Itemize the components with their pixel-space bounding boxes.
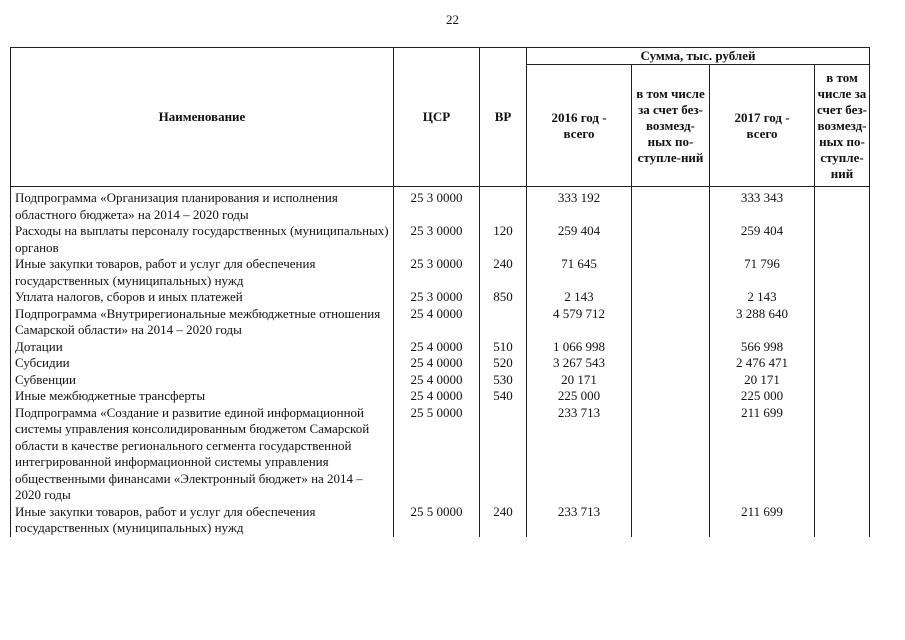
- row-vr: 540: [480, 388, 527, 405]
- row-vr: [480, 306, 527, 339]
- header-vr: ВР: [480, 48, 527, 187]
- header-2017-total: 2017 год - всего: [710, 65, 815, 187]
- row-2016-incl: [632, 187, 710, 224]
- row-2017-total: 2 476 471: [710, 355, 815, 372]
- row-2017-total: 71 796: [710, 256, 815, 289]
- row-2017-incl: [815, 223, 870, 256]
- row-2016-incl: [632, 256, 710, 289]
- row-csr: 25 3 0000: [394, 289, 480, 306]
- table-row: [11, 306, 870, 339]
- row-name: Субсидии: [11, 355, 394, 372]
- table-row: [11, 289, 870, 306]
- row-name: Подпрограмма «Организация планирования и исполнения областного бюджета» на 2014 – 2020 годы: [11, 187, 394, 224]
- row-vr: 520: [480, 355, 527, 372]
- row-2016-total: 3 267 543: [527, 355, 632, 372]
- row-2017-incl: [815, 355, 870, 372]
- row-name: Иные закупки товаров, работ и услуг для обеспечения государственных (муниципальных) нужд: [11, 256, 394, 289]
- row-csr: 25 4 0000: [394, 372, 480, 389]
- page-number: 22: [446, 12, 459, 27]
- row-2016-total: 20 171: [527, 372, 632, 389]
- table-row: [11, 355, 870, 372]
- row-2016-total: 4 579 712: [527, 306, 632, 339]
- row-2017-total: 333 343: [710, 187, 815, 224]
- header-2017-incl: в том числе за счет без-возмезд-ных по-ступле-ний: [815, 65, 870, 187]
- table-row: [11, 256, 870, 289]
- row-name: Расходы на выплаты персоналу государственных (муниципальных) органов: [11, 223, 394, 256]
- row-2017-incl: [815, 405, 870, 504]
- row-2016-total: 233 713: [527, 405, 632, 504]
- row-name: Подпрограмма «Внутрирегиональные межбюджетные отношения Самарской области» на 2014 – 2020 годы: [11, 306, 394, 339]
- row-csr: 25 4 0000: [394, 339, 480, 356]
- row-vr: 120: [480, 223, 527, 256]
- row-csr: 25 3 0000: [394, 187, 480, 224]
- row-vr: 850: [480, 289, 527, 306]
- row-2017-total: 211 699: [710, 405, 815, 504]
- row-csr: 25 3 0000: [394, 256, 480, 289]
- row-vr: 510: [480, 339, 527, 356]
- row-2017-incl: [815, 256, 870, 289]
- table-row: [11, 339, 870, 356]
- row-csr: 25 3 0000: [394, 223, 480, 256]
- row-2017-incl: [815, 187, 870, 224]
- row-csr: 25 4 0000: [394, 355, 480, 372]
- row-2017-total: 211 699: [710, 504, 815, 537]
- row-vr: [480, 187, 527, 224]
- row-name: Дотации: [11, 339, 394, 356]
- row-2016-total: 1 066 998: [527, 339, 632, 356]
- row-2017-total: 20 171: [710, 372, 815, 389]
- row-2016-total: 259 404: [527, 223, 632, 256]
- table-body: [11, 187, 870, 537]
- row-name: Субвенции: [11, 372, 394, 389]
- row-2016-incl: [632, 223, 710, 256]
- row-2016-incl: [632, 306, 710, 339]
- row-name: Иные межбюджетные трансферты: [11, 388, 394, 405]
- row-name: Подпрограмма «Создание и развитие единой информационной системы управления консолидированным бюджетом Самарской области в качестве регионального сегмента государственной интегрированной информационной системы управления общественными финансами «Электронный бюджет» на 2014 – 2020 годы: [11, 405, 394, 504]
- row-2016-total: 333 192: [527, 187, 632, 224]
- row-name: Иные закупки товаров, работ и услуг для обеспечения государственных (муниципальных) нужд: [11, 504, 394, 537]
- row-csr: 25 4 0000: [394, 388, 480, 405]
- row-2016-incl: [632, 405, 710, 504]
- table-row: [11, 372, 870, 389]
- row-2016-incl: [632, 355, 710, 372]
- row-2017-total: 3 288 640: [710, 306, 815, 339]
- row-csr: 25 4 0000: [394, 306, 480, 339]
- row-2016-incl: [632, 388, 710, 405]
- header-2016-total: 2016 год - всего: [527, 65, 632, 187]
- row-2017-total: 259 404: [710, 223, 815, 256]
- row-csr: 25 5 0000: [394, 504, 480, 537]
- row-2016-total: 233 713: [527, 504, 632, 537]
- row-vr: 530: [480, 372, 527, 389]
- row-vr: 240: [480, 256, 527, 289]
- row-2017-incl: [815, 504, 870, 537]
- row-vr: 240: [480, 504, 527, 537]
- row-2017-incl: [815, 339, 870, 356]
- row-2016-total: 2 143: [527, 289, 632, 306]
- header-2016-incl: в том числе за счет без-возмезд-ных по-ступле-ний: [632, 65, 710, 187]
- row-2016-total: 225 000: [527, 388, 632, 405]
- row-name: Уплата налогов, сборов и иных платежей: [11, 289, 394, 306]
- header-name: Наименование: [11, 48, 394, 187]
- table-row: [11, 504, 870, 537]
- table-row: [11, 187, 870, 224]
- row-2016-incl: [632, 504, 710, 537]
- table-row: [11, 388, 870, 405]
- row-2017-incl: [815, 289, 870, 306]
- row-2016-incl: [632, 372, 710, 389]
- row-2016-incl: [632, 339, 710, 356]
- row-2017-total: 566 998: [710, 339, 815, 356]
- row-2017-incl: [815, 372, 870, 389]
- row-csr: 25 5 0000: [394, 405, 480, 504]
- row-2017-incl: [815, 388, 870, 405]
- row-vr: [480, 405, 527, 504]
- table-row: [11, 405, 870, 504]
- header-csr: ЦСР: [394, 48, 480, 187]
- budget-table: [10, 47, 870, 537]
- row-2017-total: 2 143: [710, 289, 815, 306]
- row-2017-incl: [815, 306, 870, 339]
- row-2016-incl: [632, 289, 710, 306]
- header-sum: Сумма, тыс. рублей: [527, 48, 870, 65]
- row-2017-total: 225 000: [710, 388, 815, 405]
- row-2016-total: 71 645: [527, 256, 632, 289]
- table-row: [11, 223, 870, 256]
